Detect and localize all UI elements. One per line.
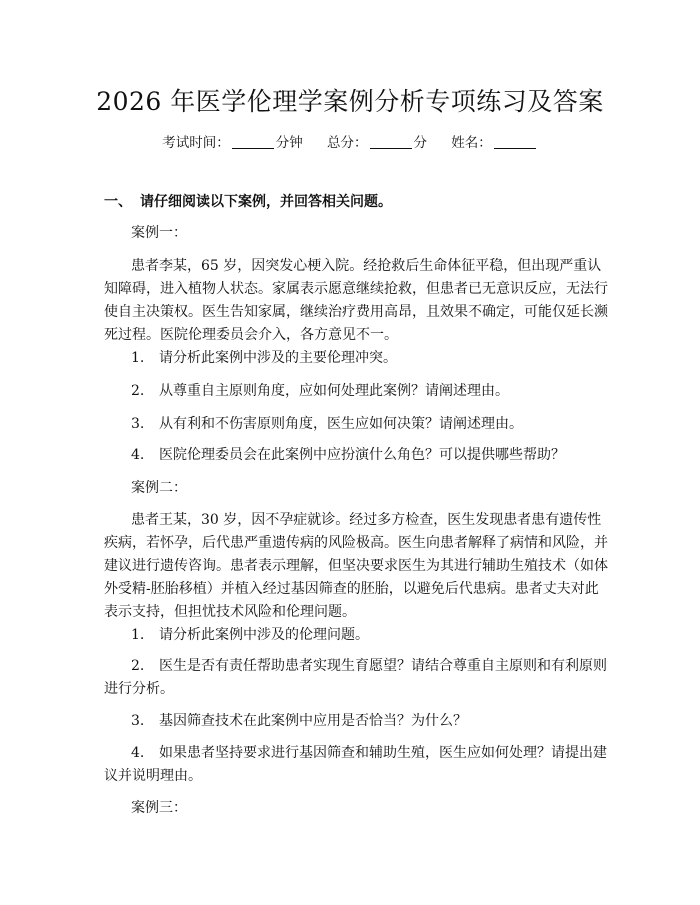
case-2-question-2-line-2: 进行分析。 [104,681,174,697]
section-number: 一、 [104,194,132,210]
question-text: 请分析此案例中涉及的主要伦理冲突。 [159,350,397,366]
exam-time-unit: 分钟 [275,135,303,151]
case-2-question-4-line-2: 议并说明理由。 [104,768,202,784]
case-2-line-3: 建议进行遗传咨询。患者表示理解，但坚决要求医生为其进行辅助生殖技术（如体 [104,558,608,574]
case-2-label: 案例二： [131,480,187,496]
total-score-unit: 分 [413,135,427,151]
case-1-question-4 [131,444,565,467]
question-text: 从有利和不伤害原则角度，医生应如何决策？请阐述理由。 [159,416,523,432]
total-score-field [327,131,427,151]
case-2-line-4: 外受精-胚胎移植）并植入经过基因筛查的胚胎，以避免后代患病。患者丈夫对此 [104,581,599,597]
page-title: 2026 年医学伦理学案例分析专项练习及答案 [96,87,604,116]
question-text: 从尊重自主原则角度，应如何处理此案例？请阐述理由。 [159,383,509,399]
exam-time-field [162,131,303,151]
case-1-question-1 [131,347,397,370]
case-1-line-2: 知障碍，进入植物人状态。家属表示愿意继续抢救，但患者已无意识反应，无法行 [104,281,608,297]
case-3-label: 案例三： [131,800,187,816]
case-2-question-4 [131,742,607,765]
question-text-line-1: 医生是否有责任帮助患者实现生育愿望？请结合尊重自主原则和有利原则 [159,658,607,674]
question-number: 1. [131,627,145,643]
question-number: 4. [131,745,145,761]
case-1-line-4: 死过程。医院伦理委员会介入，各方意见不一。 [104,327,398,343]
question-number: 2. [131,383,145,399]
total-score-label: 总分： [327,135,368,151]
question-text: 请分析此案例中涉及的伦理问题。 [159,627,369,643]
exam-time-blank [232,136,274,149]
question-number: 2. [131,658,145,674]
question-number: 3. [131,416,145,432]
case-2-question-2 [131,655,607,678]
exam-info-line [0,131,700,151]
question-number: 1. [131,350,145,366]
case-1-line-3: 使自主决策权。医生告知家属，继续治疗费用高昂，且效果不确定，可能仅延长濒 [104,304,608,320]
case-2-question-3 [131,710,467,733]
question-text: 基因筛查技术在此案例中应用是否恰当？为什么？ [159,713,467,729]
case-2-question-1 [131,624,369,647]
section-heading [104,191,392,211]
case-1-label: 案例一： [131,225,187,241]
name-blank [494,136,536,149]
case-2-line-5: 表示支持，但担忧技术风险和伦理问题。 [104,604,356,620]
case-1-line-1: 患者李某，65 岁，因突发心梗入院。经抢救后生命体征平稳，但出现严重认 [131,258,602,274]
question-number: 3. [131,713,145,729]
exam-time-label: 考试时间： [162,135,230,151]
case-2-line-2: 疾病，若怀孕，后代患严重遗传病的风险极高。医生向患者解释了病情和风险，并 [104,535,608,551]
name-field [451,131,538,151]
name-label: 姓名： [451,135,492,151]
question-text-line-1: 如果患者坚持要求进行基因筛查和辅助生殖，医生应如何处理？请提出建 [159,745,607,761]
question-number: 4. [131,447,145,463]
question-text: 医院伦理委员会在此案例中应扮演什么角色？可以提供哪些帮助？ [159,447,565,463]
case-2-line-1: 患者王某，30 岁，因不孕症就诊。经过多方检查，医生发现患者患有遗传性 [131,512,602,528]
case-1-question-3 [131,413,523,436]
case-1-question-2 [131,380,509,403]
total-score-blank [370,136,412,149]
section-heading-text: 请仔细阅读以下案例，并回答相关问题。 [140,194,392,210]
